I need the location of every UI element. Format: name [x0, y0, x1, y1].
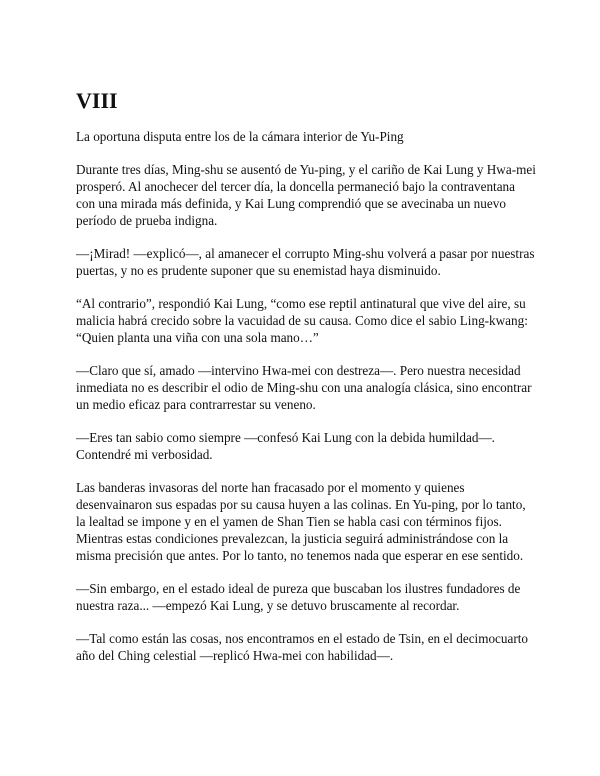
paragraph: —Eres tan sabio como siempre —confesó Kai Lung con la debida humildad—. Contendré mi verbosidad. — [76, 430, 495, 462]
paragraph: “Al contrario”, respondió Kai Lung, “como ese reptil antinatural que vive del aire, su malicia habrá crecido sobre la vacuidad de su causa. Como dice el sabio Ling-kwang: “Quien planta una viña con una sola mano…” — [76, 296, 528, 345]
paragraph: —¡Mirad! —explicó—, al amanecer el corrupto Ming-shu volverá a pasar por nuestras puertas, y no es prudente suponer que su enemistad haya disminuido. — [76, 246, 535, 278]
chapter-subtitle: La oportuna disputa entre los de la cámara interior de Yu-Ping — [76, 129, 404, 144]
document-page — [76, 88, 536, 680]
paragraph: —Tal como están las cosas, nos encontramos en el estado de Tsin, en el decimocuarto año del Ching celestial —replicó Hwa-mei con habilidad—. — [76, 631, 529, 663]
paragraph: —Sin embargo, en el estado ideal de pureza que buscaban los ilustres fundadores de nuestra raza... —empezó Kai Lung, y se detuvo bruscamente al recordar. — [76, 581, 521, 613]
paragraph: Las banderas invasoras del norte han fracasado por el momento y quienes desenvainaron sus espadas por su causa huyen a las colinas. En Yu-ping, por lo tanto, la lealtad se impone y en el yamen de Shan Tien se habla casi con términos fijos. Mientras estas condiciones prevalezcan, la justicia seguirá administrándose con la misma precisión que antes. Por lo tanto, no tenemos nada que esperar en ese sentido. — [76, 480, 526, 563]
chapter-heading: VIII — [76, 88, 118, 113]
paragraph: Durante tres días, Ming-shu se ausentó de Yu-ping, y el cariño de Kai Lung y Hwa-mei prosperó. Al anochecer del tercer día, la doncella permaneció bajo la contraventana con una mirada más definida, y Kai Lung comprendió que se avecinaba un nuevo período de prueba indigna. — [76, 162, 536, 228]
paragraph: —Claro que sí, amado —intervino Hwa-mei con destreza—. Pero nuestra necesidad inmediata no es describir el odio de Ming-shu con una analogía clásica, sino encontrar un medio eficaz para contrarrestar su veneno. — [76, 363, 532, 412]
